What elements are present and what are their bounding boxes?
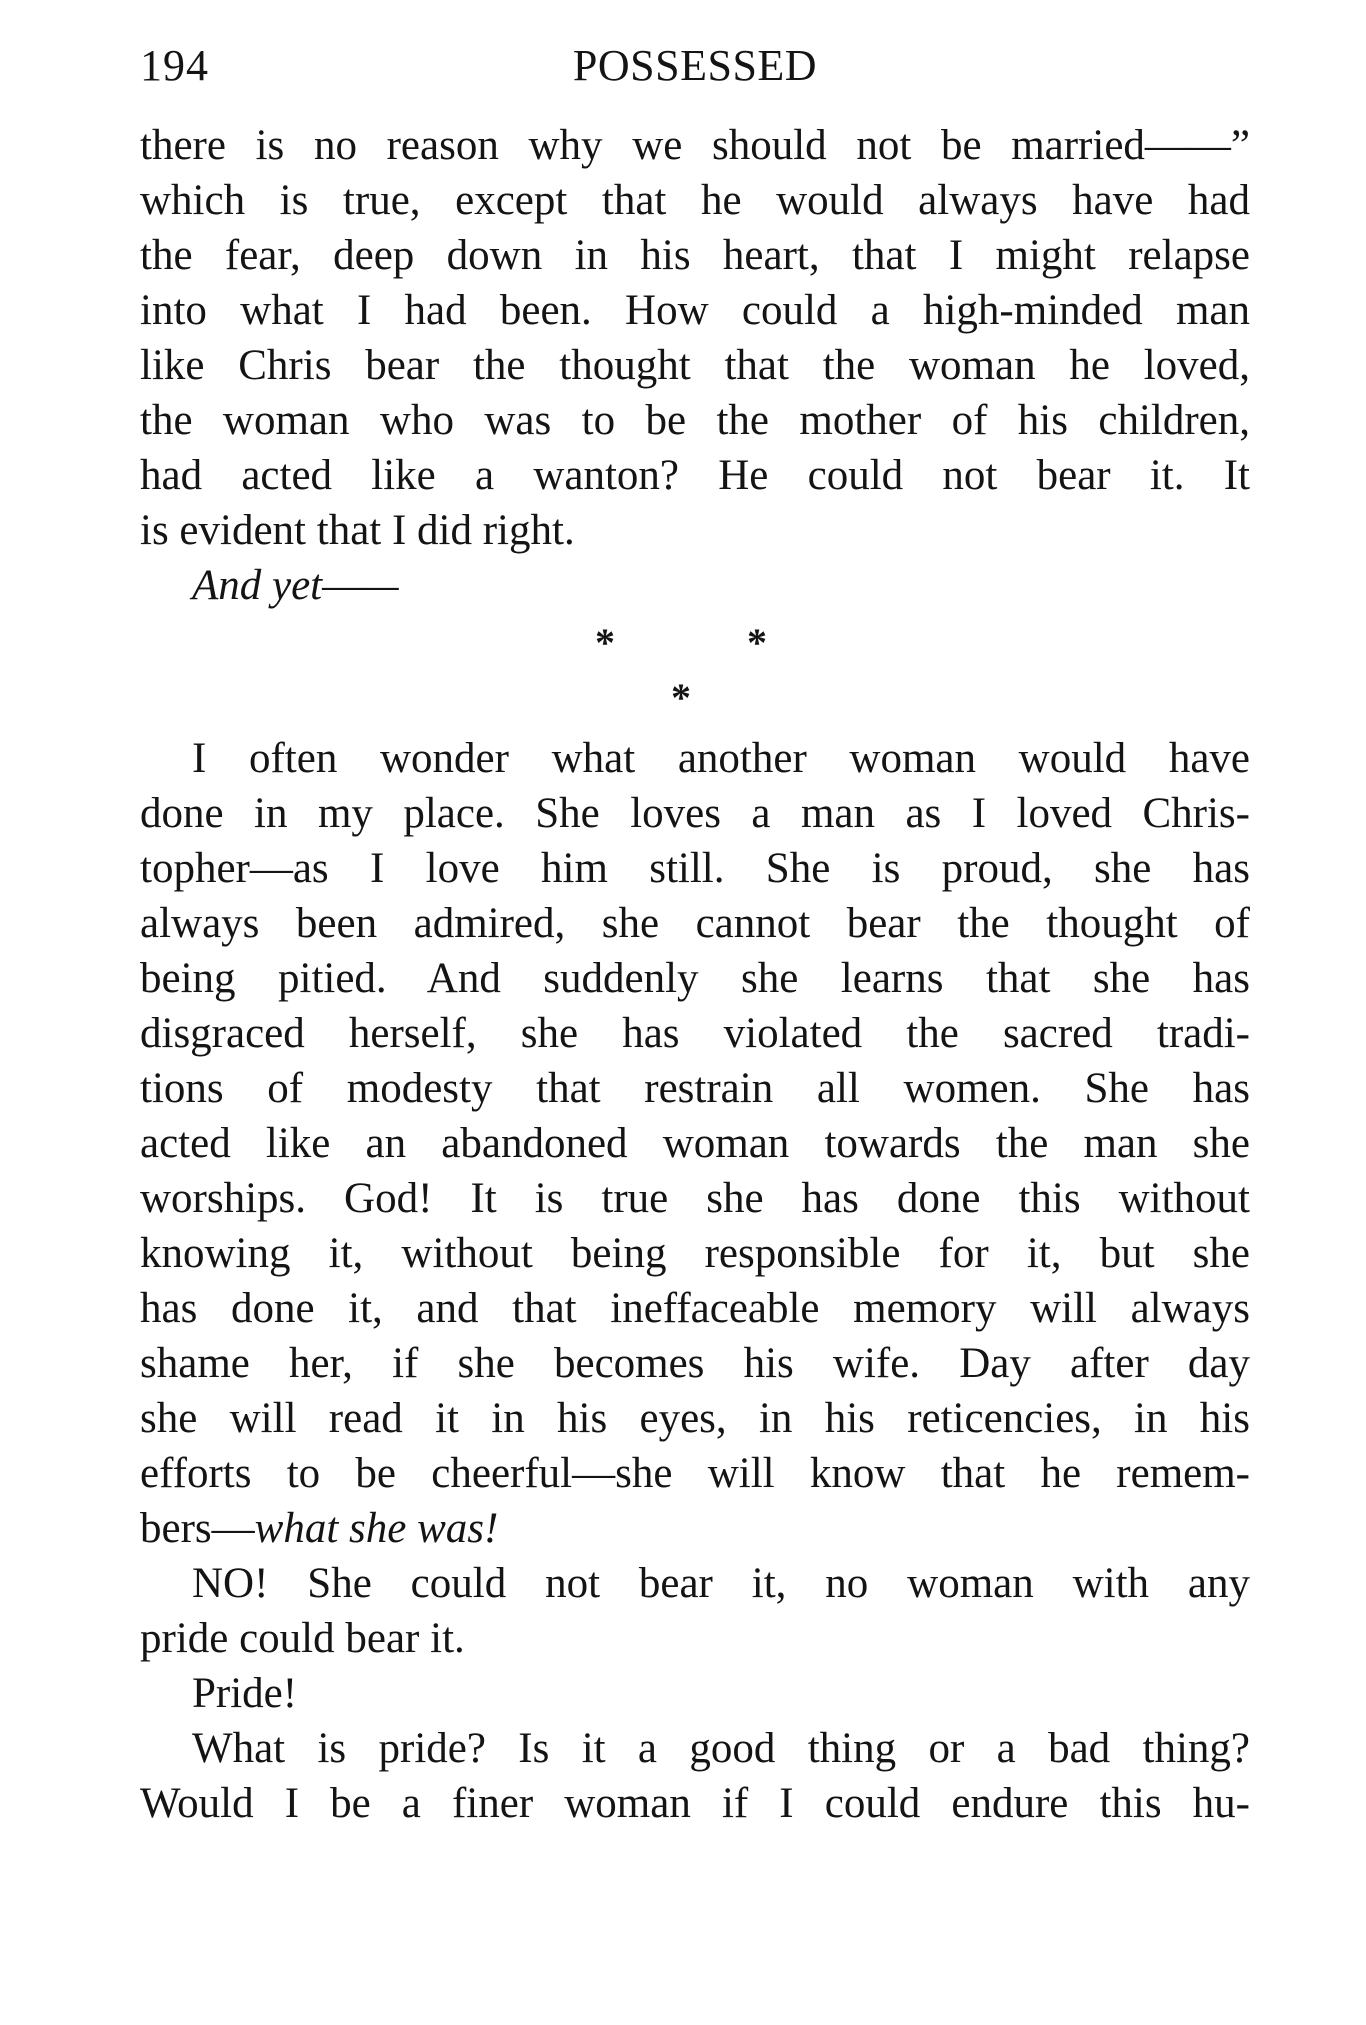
text-line: Pride!	[192, 1670, 298, 1717]
text-line: which is true, except that he would always have had	[140, 177, 1250, 224]
text-run-italic: what she was!	[254, 1505, 499, 1552]
text-line: knowing it, without being responsible for it, but she	[140, 1230, 1250, 1277]
text-line	[140, 1501, 1250, 1556]
text-line: I often wonder what another woman would have	[192, 735, 1250, 782]
text-line: always been admired, she cannot bear the thought of	[140, 900, 1250, 947]
text-line-italic: And yet——	[192, 562, 399, 609]
asterisk-ornament: *	[671, 675, 691, 720]
asterisk-ornament: *	[747, 620, 767, 665]
text-line: Would I be a finer woman if I could endure this hu-	[140, 1780, 1250, 1827]
text-line: had acted like a wanton? He could not bear it. It	[140, 452, 1250, 499]
text-line: she will read it in his eyes, in his reticencies, in his	[140, 1395, 1250, 1442]
section-break	[140, 613, 1250, 668]
text-run: bers—	[140, 1505, 255, 1552]
page-number: 194	[140, 41, 209, 90]
text-line: NO! She could not bear it, no woman with any	[192, 1560, 1250, 1607]
text-line: there is no reason why we should not be married——”	[140, 122, 1250, 169]
text-line: topher—as I love him still. She is proud, she has	[140, 845, 1250, 892]
text-line: is evident that I did right.	[140, 507, 575, 554]
text-line: like Chris bear the thought that the woman he loved,	[140, 342, 1250, 389]
text-line: disgraced herself, she has violated the sacred tradi-	[140, 1010, 1250, 1057]
running-head: POSSESSED	[572, 41, 818, 90]
text-line: What is pride? Is it a good thing or a bad thing?	[192, 1725, 1250, 1772]
asterisk-ornament: *	[595, 620, 615, 665]
text-line: shame her, if she becomes his wife. Day after day	[140, 1340, 1250, 1387]
text-line: into what I had been. How could a high-minded man	[140, 287, 1250, 334]
body-text	[140, 118, 1250, 1831]
page-header	[140, 40, 1250, 100]
text-line: worships. God! It is true she has done this without	[140, 1175, 1250, 1222]
section-break	[140, 668, 1250, 723]
text-line: acted like an abandoned woman towards the man she	[140, 1120, 1250, 1167]
text-line: tions of modesty that restrain all women. She has	[140, 1065, 1250, 1112]
text-line: pride could bear it.	[140, 1615, 465, 1662]
text-line: the woman who was to be the mother of his children,	[140, 397, 1250, 444]
text-line: has done it, and that ineffaceable memory will always	[140, 1285, 1250, 1332]
text-line: the fear, deep down in his heart, that I might relapse	[140, 232, 1250, 279]
text-line: being pitied. And suddenly she learns that she has	[140, 955, 1250, 1002]
text-line: done in my place. She loves a man as I loved Chris-	[140, 790, 1250, 837]
text-line: efforts to be cheerful—she will know that he remem-	[140, 1450, 1250, 1497]
